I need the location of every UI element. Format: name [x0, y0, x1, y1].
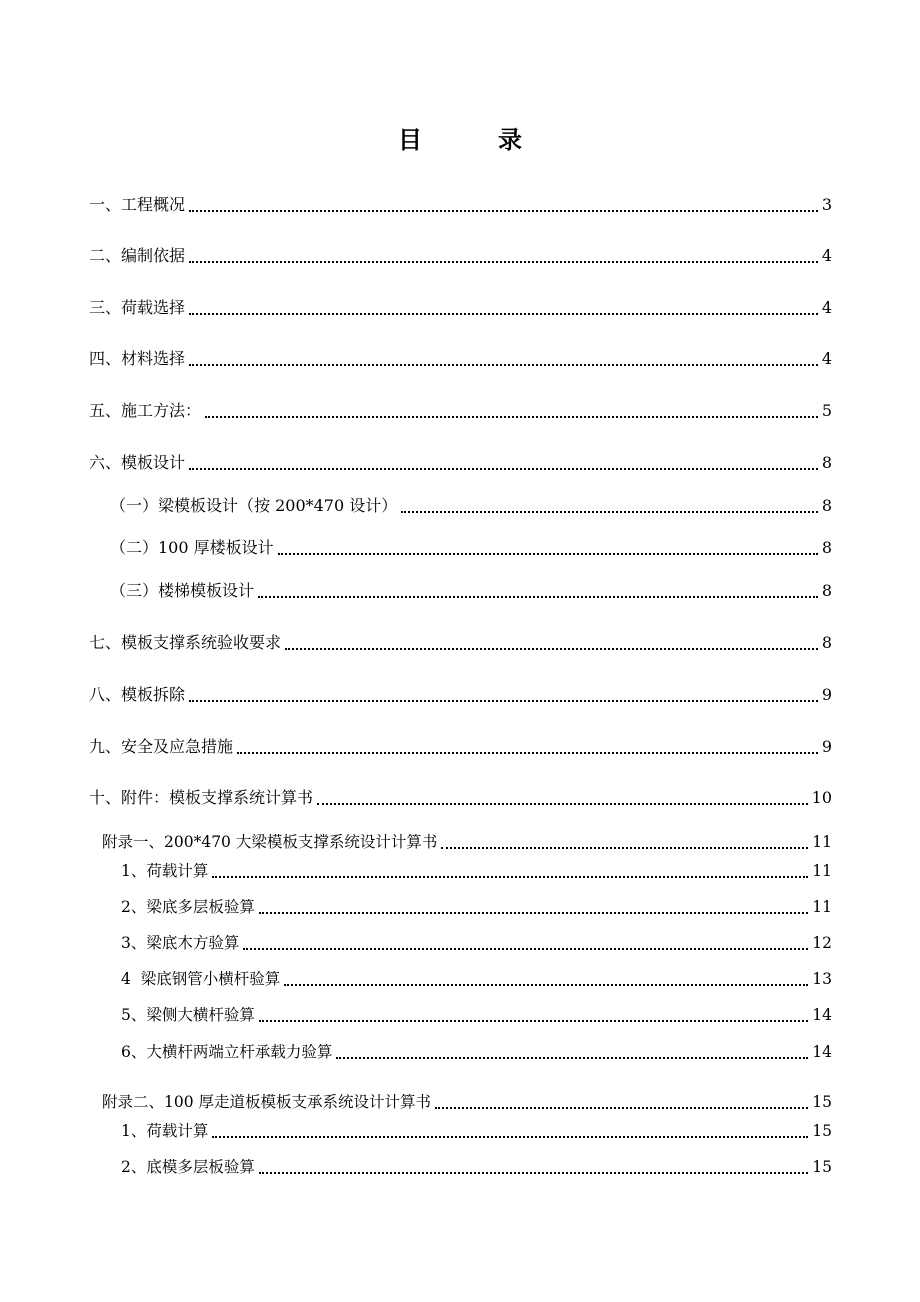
toc-entry-label: 八、模板拆除 [89, 685, 186, 704]
toc-leader-dots [441, 847, 808, 849]
toc-entry-label: 六、模板设计 [89, 453, 186, 472]
toc-entry-6-2[interactable] [110, 536, 832, 560]
toc-leader-dots [205, 416, 818, 418]
toc-leader-dots [278, 553, 818, 555]
toc-entry-label: 1、荷载计算 [121, 1122, 209, 1140]
toc-leader-dots [189, 261, 818, 263]
toc-entry-page: 4 [821, 298, 832, 317]
toc-entry-appendix-1-3[interactable] [121, 931, 832, 955]
toc-entry-page: 15 [812, 1093, 832, 1111]
toc-entry-label: 5、梁侧大横杆验算 [121, 1006, 255, 1024]
toc-entry-page: 5 [821, 401, 832, 420]
toc-leader-dots [435, 1107, 808, 1109]
toc-entry-page: 8 [821, 496, 832, 515]
toc-entry-page: 8 [821, 633, 832, 652]
toc-entry-page: 11 [812, 898, 832, 916]
toc-entry-label: 五、施工方法： [89, 401, 202, 420]
toc-leader-dots [237, 752, 818, 754]
toc-entry-page: 8 [821, 581, 832, 600]
toc-leader-dots [401, 511, 818, 513]
toc-leader-dots [212, 1136, 808, 1138]
toc-entry-appendix-2-1[interactable] [121, 1119, 832, 1143]
toc-entry-appendix-1-5[interactable] [121, 1003, 832, 1027]
toc-entry-label: 3、梁底木方验算 [121, 934, 240, 952]
toc-leader-dots [258, 596, 818, 598]
toc-entry-6-1[interactable] [110, 494, 832, 518]
toc-entry-2[interactable] [89, 244, 832, 268]
toc-entry-label: 四、材料选择 [89, 349, 186, 368]
toc-leader-dots [317, 803, 808, 805]
toc-entry-4[interactable] [89, 347, 832, 371]
toc-entry-page: 8 [821, 538, 832, 557]
toc-entry-page: 9 [821, 737, 832, 756]
toc-entry-label: 二、编制依据 [89, 246, 186, 265]
toc-entry-label: 附录一、200*470 大梁模板支撑系统设计计算书 [102, 833, 438, 851]
toc-entry-appendix-1-4[interactable] [121, 967, 832, 991]
toc-leader-dots [212, 876, 808, 878]
toc-entry-page: 3 [821, 195, 832, 214]
toc-entry-10[interactable] [89, 786, 832, 810]
toc-entry-page: 4 [821, 246, 832, 265]
toc-leader-dots [259, 1020, 808, 1022]
toc-leader-dots [189, 700, 818, 702]
toc-entry-label: （一）梁模板设计（按 200*470 设计） [110, 496, 398, 515]
toc-entry-7[interactable] [89, 631, 832, 655]
toc-entry-label: 一、工程概况 [89, 195, 186, 214]
toc-entry-page: 9 [821, 685, 832, 704]
toc-entry-3[interactable] [89, 296, 832, 320]
toc-entry-appendix-1-6[interactable] [121, 1040, 832, 1064]
toc-entry-8[interactable] [89, 683, 832, 707]
toc-leader-dots [336, 1057, 808, 1059]
page-title: 目 录 [398, 125, 548, 154]
toc-leader-dots [189, 364, 818, 366]
toc-entry-6-3[interactable] [110, 579, 832, 603]
toc-entry-page: 12 [812, 934, 832, 952]
toc-leader-dots [189, 468, 818, 470]
toc-entry-label: （三）楼梯模板设计 [110, 581, 255, 600]
toc-leader-dots [284, 984, 808, 986]
toc-entry-page: 14 [812, 1006, 832, 1024]
toc-entry-label: 三、荷载选择 [89, 298, 186, 317]
toc-entry-label: 2、底模多层板验算 [121, 1158, 255, 1176]
toc-entry-page: 13 [812, 970, 832, 988]
toc-entry-appendix-1[interactable] [102, 830, 832, 854]
toc-leader-dots [259, 1172, 808, 1174]
toc-entry-page: 15 [812, 1158, 832, 1176]
toc-entry-label: （二）100 厚楼板设计 [110, 538, 274, 557]
toc-entry-appendix-2[interactable] [102, 1090, 832, 1114]
toc-entry-9[interactable] [89, 735, 832, 759]
toc-entry-label: 1、荷载计算 [121, 862, 209, 880]
toc-leader-dots [285, 648, 818, 650]
toc-entry-label: 6、大横杆两端立杆承载力验算 [121, 1043, 333, 1061]
toc-entry-page: 4 [821, 349, 832, 368]
toc-leader-dots [189, 313, 818, 315]
toc-entry-page: 15 [812, 1122, 832, 1140]
toc-entry-label: 2、梁底多层板验算 [121, 898, 255, 916]
toc-entry-label: 九、安全及应急措施 [89, 737, 234, 756]
toc-entry-page: 10 [811, 788, 832, 807]
toc-entry-appendix-1-1[interactable] [121, 859, 832, 883]
toc-entry-appendix-1-2[interactable] [121, 895, 832, 919]
toc-entry-6[interactable] [89, 451, 832, 475]
toc-entry-page: 11 [812, 862, 832, 880]
toc-entry-label: 附录二、100 厚走道板模板支承系统设计计算书 [102, 1093, 432, 1111]
toc-entry-5[interactable] [89, 399, 832, 423]
toc-leader-dots [259, 912, 808, 914]
toc-entry-page: 8 [821, 453, 832, 472]
toc-leader-dots [189, 210, 818, 212]
toc-entry-label: 十、附件：模板支撑系统计算书 [89, 788, 314, 807]
toc-entry-label: 七、模板支撑系统验收要求 [89, 633, 282, 652]
toc-entry-page: 14 [812, 1043, 832, 1061]
toc-entry-label: 4 梁底钢管小横杆验算 [121, 970, 281, 988]
toc-leader-dots [243, 948, 808, 950]
toc-entry-1[interactable] [89, 193, 832, 217]
toc-entry-page: 11 [812, 833, 832, 851]
toc-entry-appendix-2-2[interactable] [121, 1155, 832, 1179]
